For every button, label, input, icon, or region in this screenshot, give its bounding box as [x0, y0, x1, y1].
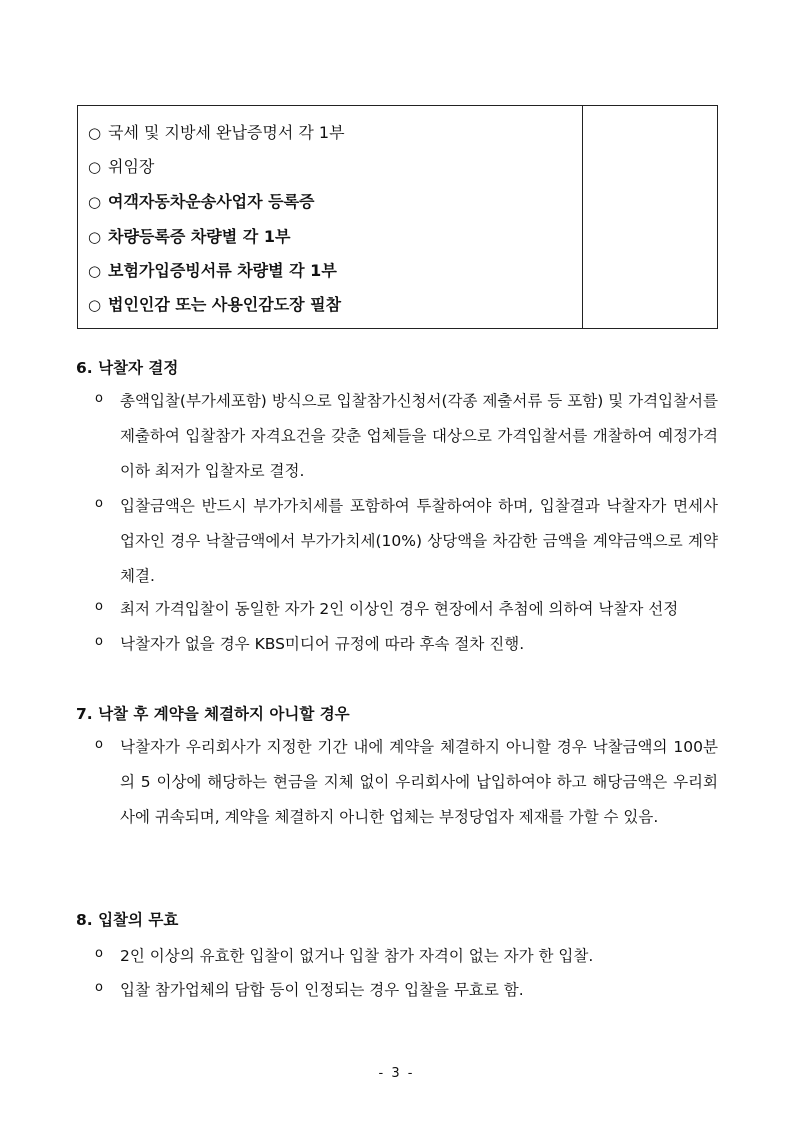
section-heading-6: 6. 낙찰자 결정: [76, 359, 179, 377]
table-row-text: 위임장: [108, 157, 155, 176]
section-heading-7: 7. 낙찰 후 계약을 체결하지 아니할 경우: [76, 705, 350, 723]
bullet-icon: o: [95, 599, 103, 614]
table-row-text: 국세 및 지방세 완납증명서 각 1부: [108, 123, 345, 142]
list-item-text: 입찰금액은 반드시 부가가치세를 포함하여 투찰하여야 하며, 입찰결과 낙찰자가 면세사업자인 경우 낙찰금액에서 부가가치세(10%) 상당액을 차감한 금액을 계약금액으로 계약 체결.: [120, 497, 718, 585]
bullet-icon: o: [95, 946, 103, 961]
circle-bullet-icon: ○: [88, 296, 102, 314]
table-row-text: 보험가입증빙서류 차량별 각 1부: [108, 261, 337, 280]
table-row: [88, 294, 341, 316]
circle-bullet-icon: ○: [88, 124, 102, 142]
list-item: [95, 627, 718, 662]
bullet-icon: o: [95, 391, 103, 406]
page-number: - 3 -: [378, 1066, 415, 1081]
list-item: [95, 384, 718, 489]
list-item: [95, 489, 718, 594]
list-item-text: 낙찰자가 우리회사가 지정한 기간 내에 계약을 체결하지 아니할 경우 낙찰금액의 100분의 5 이상에 해당하는 현금을 지체 없이 우리회사에 납입하여야 하고 해당금액은 우리회사에 귀속되며, 계약을 체결하지 아니한 업체는 부정당업자 제재를 가할 수 있음.: [120, 738, 718, 826]
list-item-text: 최저 가격입찰이 동일한 자가 2인 이상인 경우 현장에서 추첨에 의하여 낙찰자 선정: [120, 600, 679, 618]
table-row-text: 차량등록증 차량별 각 1부: [108, 227, 291, 246]
circle-bullet-icon: ○: [88, 193, 102, 211]
section-heading-8: 8. 입찰의 무효: [76, 911, 179, 929]
bullet-icon: o: [95, 634, 103, 649]
table-row: [88, 156, 154, 178]
required-documents-table: [77, 105, 718, 329]
list-item-text: 2인 이상의 유효한 입찰이 없거나 입찰 참가 자격이 없는 자가 한 입찰.: [120, 947, 594, 965]
bullet-icon: o: [95, 980, 103, 995]
list-item: [95, 730, 718, 835]
circle-bullet-icon: ○: [88, 262, 102, 280]
list-item: [95, 939, 718, 974]
table-row: [88, 226, 290, 248]
list-item: [95, 592, 718, 627]
list-item: [95, 973, 718, 1008]
bullet-icon: o: [95, 737, 103, 752]
table-row-text: 여객자동차운송사업자 등록증: [108, 192, 315, 211]
table-row: [88, 122, 345, 144]
table-row: [88, 191, 315, 213]
bullet-icon: o: [95, 496, 103, 511]
table-row-text: 법인인감 또는 사용인감도장 필참: [108, 295, 342, 314]
list-item-text: 낙찰자가 없을 경우 KBS미디어 규정에 따라 후속 절차 진행.: [120, 635, 525, 653]
circle-bullet-icon: ○: [88, 158, 102, 176]
table-right-cell: [582, 106, 583, 328]
list-item-text: 총액입찰(부가세포함) 방식으로 입찰참가신청서(각종 제출서류 등 포함) 및 가격입찰서를 제출하여 입찰참가 자격요건을 갖춘 업체들을 대상으로 가격입찰서를 개찰하여 예정가격 이하 최저가 입찰자로 결정.: [120, 392, 718, 480]
table-row: [88, 260, 337, 282]
circle-bullet-icon: ○: [88, 228, 102, 246]
list-item-text: 입찰 참가업체의 담합 등이 인정되는 경우 입찰을 무효로 함.: [120, 981, 524, 999]
